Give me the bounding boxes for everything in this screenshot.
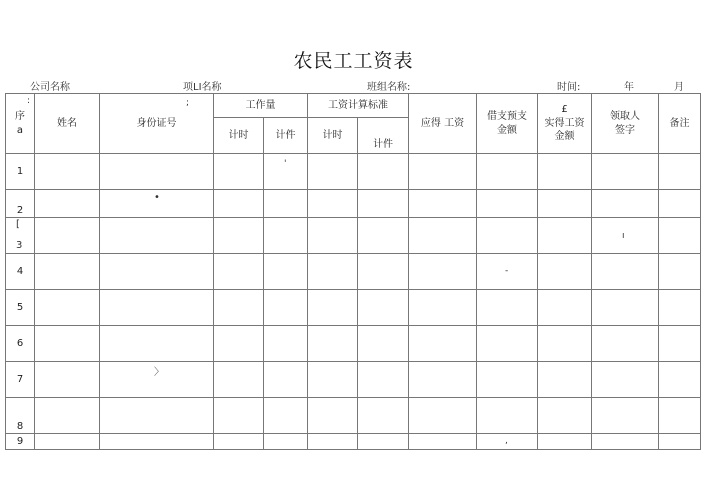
cell-piece[interactable]: [264, 218, 308, 254]
table-row: [6, 362, 701, 398]
cell-advance[interactable]: [477, 190, 538, 218]
cell-hourly-2[interactable]: [308, 398, 358, 434]
row-number: [6, 290, 35, 326]
cell-piece[interactable]: [264, 290, 308, 326]
cell-actual-wage[interactable]: [538, 434, 592, 450]
cell-piece-2[interactable]: [358, 290, 409, 326]
time-label: 时间:: [557, 82, 581, 93]
cell-actual-wage[interactable]: [538, 254, 592, 290]
header-wage-standard: [308, 94, 409, 118]
cell-hourly[interactable]: [214, 362, 264, 398]
cell-due-wage[interactable]: [409, 326, 477, 362]
cell-due-wage[interactable]: [409, 190, 477, 218]
header-actual-mark: £: [561, 104, 568, 116]
header-seq: [6, 94, 35, 154]
cell-advance[interactable]: [477, 290, 538, 326]
row-number: [6, 398, 35, 434]
cell-id[interactable]: [100, 154, 214, 190]
stray-mark: •: [154, 192, 160, 203]
header-seq-sub: a: [16, 124, 24, 136]
cell-remark[interactable]: [659, 190, 701, 218]
cell-name[interactable]: [35, 218, 100, 254]
stray-mark: 〉: [154, 367, 164, 378]
row-number: [6, 434, 35, 450]
cell-actual-wage[interactable]: [538, 326, 592, 362]
cell-due-wage[interactable]: [409, 362, 477, 398]
cell-hourly[interactable]: [214, 190, 264, 218]
cell-name[interactable]: [35, 326, 100, 362]
stray-mark: -: [505, 266, 509, 276]
header-advance-line1: 借支预支: [487, 111, 527, 122]
row-number: [6, 326, 35, 362]
header-hourly-2: [308, 118, 358, 154]
cell-advance[interactable]: [477, 218, 538, 254]
header-workload-label: 工作量: [245, 99, 276, 111]
row-number: [6, 254, 35, 290]
cell-piece[interactable]: [264, 154, 308, 190]
cell-piece[interactable]: [264, 326, 308, 362]
cell-due-wage[interactable]: [409, 218, 477, 254]
cell-name[interactable]: [35, 190, 100, 218]
header-id-label: 身份证号: [136, 117, 177, 129]
header-due-wage: [409, 94, 477, 154]
cell-actual-wage[interactable]: [538, 290, 592, 326]
table-row: [6, 154, 701, 190]
header-piece-label: 计件: [275, 129, 296, 141]
row-number-text: 6: [16, 337, 24, 349]
cell-remark[interactable]: [659, 398, 701, 434]
row-number-text: 7: [16, 373, 24, 385]
row-number-text: 2: [16, 204, 24, 216]
cell-remark[interactable]: [659, 290, 701, 326]
cell-hourly-2[interactable]: [308, 254, 358, 290]
cell-receiver[interactable]: [592, 362, 659, 398]
cell-hourly[interactable]: [214, 290, 264, 326]
cell-hourly-2[interactable]: [308, 326, 358, 362]
cell-hourly-2[interactable]: [308, 190, 358, 218]
header-name-label: 姓名: [57, 117, 77, 129]
cell-hourly[interactable]: [214, 398, 264, 434]
project-name-label: 项LI名称: [183, 82, 222, 93]
row-number-text: 8: [16, 420, 24, 432]
cell-id[interactable]: [100, 362, 214, 398]
cell-piece-2[interactable]: [358, 154, 409, 190]
cell-receiver[interactable]: [592, 326, 659, 362]
cell-piece-2[interactable]: [358, 434, 409, 450]
header-id: [100, 94, 214, 154]
cell-advance[interactable]: [477, 434, 538, 450]
cell-receiver[interactable]: [592, 290, 659, 326]
row-number-text: 4: [16, 265, 24, 277]
company-name-label: 公司名称: [30, 82, 70, 93]
cell-id[interactable]: [100, 254, 214, 290]
cell-advance[interactable]: [477, 326, 538, 362]
cell-remark[interactable]: [659, 218, 701, 254]
cell-remark[interactable]: [659, 154, 701, 190]
table-row: [6, 254, 701, 290]
header-piece-2: [358, 118, 409, 154]
cell-advance[interactable]: [477, 254, 538, 290]
table-row: [6, 218, 701, 254]
cell-hourly-2[interactable]: [308, 154, 358, 190]
table-row: [6, 398, 701, 434]
header-hourly: [214, 118, 264, 154]
header-actual-line2: 金额: [554, 131, 575, 143]
cell-id[interactable]: [100, 398, 214, 434]
header-receiver: [592, 94, 659, 154]
row-number-text: 9: [16, 435, 24, 447]
cell-receiver[interactable]: [592, 190, 659, 218]
cell-piece-2[interactable]: [358, 218, 409, 254]
cell-actual-wage[interactable]: [538, 398, 592, 434]
row-number-text: 3: [16, 240, 23, 251]
row-number-text: 5: [16, 301, 24, 313]
cell-piece[interactable]: [264, 254, 308, 290]
header-workload: [214, 94, 308, 118]
cell-piece-2[interactable]: [358, 362, 409, 398]
cell-name[interactable]: [35, 254, 100, 290]
cell-advance[interactable]: [477, 398, 538, 434]
cell-hourly-2[interactable]: [308, 434, 358, 450]
cell-piece[interactable]: [264, 362, 308, 398]
cell-piece-2[interactable]: [358, 190, 409, 218]
cell-actual-wage[interactable]: [538, 218, 592, 254]
cell-piece[interactable]: [264, 398, 308, 434]
cell-name[interactable]: [35, 398, 100, 434]
cell-piece-2[interactable]: [358, 398, 409, 434]
cell-id[interactable]: [100, 190, 214, 218]
header-advance: [477, 94, 538, 154]
header-piece: [264, 118, 308, 154]
cell-name[interactable]: [35, 290, 100, 326]
header-seq-label: 序: [15, 111, 25, 122]
row-number: [6, 154, 35, 190]
cell-hourly[interactable]: [214, 326, 264, 362]
cell-due-wage[interactable]: [409, 254, 477, 290]
cell-due-wage[interactable]: [409, 398, 477, 434]
cell-due-wage[interactable]: [409, 290, 477, 326]
table-row: [6, 190, 701, 218]
row-number: [6, 362, 35, 398]
cell-hourly[interactable]: [214, 254, 264, 290]
cell-actual-wage[interactable]: [538, 362, 592, 398]
cell-piece-2[interactable]: [358, 254, 409, 290]
cell-name[interactable]: [35, 154, 100, 190]
team-name-label: 班组名称:: [367, 82, 411, 93]
header-seq-mark: :: [27, 96, 31, 106]
cell-due-wage[interactable]: [409, 434, 477, 450]
stray-mark: ': [284, 159, 287, 169]
stray-mark: ı: [622, 231, 625, 241]
stray-mark: ,: [505, 436, 508, 446]
header-actual-wage: [538, 94, 592, 154]
header-hourly-label: 计时: [228, 129, 249, 141]
cell-remark[interactable]: [659, 326, 701, 362]
cell-hourly-2[interactable]: [308, 290, 358, 326]
header-receiver-line2: 签字: [615, 124, 635, 136]
cell-id[interactable]: [100, 326, 214, 362]
form-title: 农民工工资表: [293, 50, 414, 72]
cell-piece[interactable]: [264, 434, 308, 450]
wage-table: [5, 93, 701, 450]
cell-hourly[interactable]: [214, 154, 264, 190]
cell-id[interactable]: [100, 290, 214, 326]
cell-receiver[interactable]: [592, 154, 659, 190]
cell-piece-2[interactable]: [358, 326, 409, 362]
cell-id[interactable]: [100, 218, 214, 254]
cell-actual-wage[interactable]: [538, 190, 592, 218]
header-actual-line1: 实得工资: [544, 117, 585, 129]
header-id-mark: ;: [186, 98, 190, 108]
table-row: [6, 434, 701, 450]
cell-remark[interactable]: [659, 254, 701, 290]
cell-id[interactable]: [100, 434, 214, 450]
cell-receiver[interactable]: [592, 434, 659, 450]
header-wage-standard-label: 工资计算标准: [328, 99, 388, 111]
cell-receiver[interactable]: [592, 218, 659, 254]
cell-name[interactable]: [35, 362, 100, 398]
cell-receiver[interactable]: [592, 398, 659, 434]
cell-actual-wage[interactable]: [538, 154, 592, 190]
cell-hourly-2[interactable]: [308, 362, 358, 398]
cell-hourly[interactable]: [214, 434, 264, 450]
table-row: [6, 326, 701, 362]
cell-piece[interactable]: [264, 190, 308, 218]
cell-hourly[interactable]: [214, 218, 264, 254]
row-number-text: 1: [16, 165, 24, 177]
cell-hourly-2[interactable]: [308, 218, 358, 254]
row-number: [6, 190, 35, 218]
cell-advance[interactable]: [477, 154, 538, 190]
row-mark: [: [16, 219, 20, 230]
cell-due-wage[interactable]: [409, 154, 477, 190]
cell-receiver[interactable]: [592, 254, 659, 290]
header-remark: [659, 94, 701, 154]
month-label: 月: [674, 82, 684, 93]
header-name: [35, 94, 100, 154]
cell-advance[interactable]: [477, 362, 538, 398]
cell-remark[interactable]: [659, 362, 701, 398]
table-row: [6, 290, 701, 326]
header-hourly-2-label: 计时: [322, 129, 343, 141]
year-label: 年: [624, 82, 634, 93]
header-remark-label: 备注: [669, 117, 690, 129]
cell-remark[interactable]: [659, 434, 701, 450]
header-advance-line2: 金额: [497, 124, 517, 136]
cell-name[interactable]: [35, 434, 100, 450]
header-receiver-line1: 领取人: [610, 111, 640, 122]
header-piece-2-label: 计件: [373, 138, 393, 150]
row-number: [6, 218, 35, 254]
header-due-wage-label: 应得 工资: [420, 117, 465, 129]
